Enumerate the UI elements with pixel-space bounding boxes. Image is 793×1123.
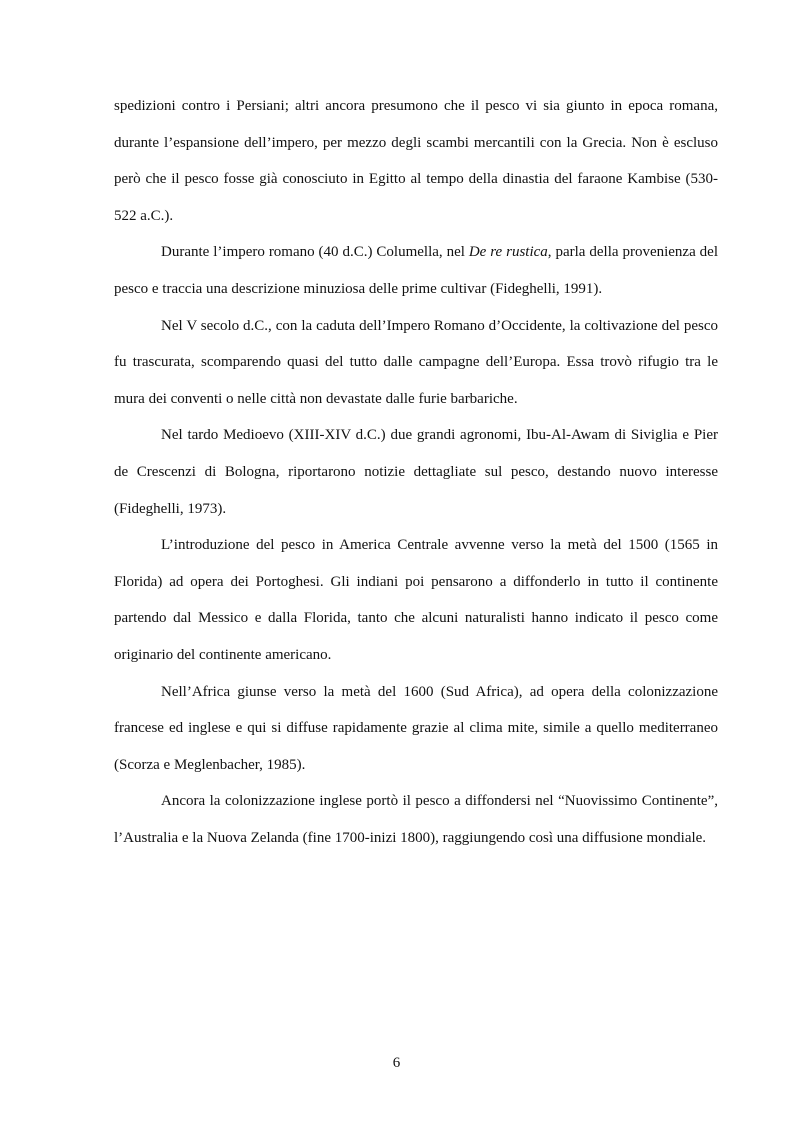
paragraph-america: L’introduzione del pesco in America Centrale avvenne verso la metà del 1500 (1565 in Florida) ad opera dei Portoghesi. Gli indiani poi pensarono a diffonderlo in tutto il continente partendo dal Messico e dalla Florida, tanto che alcuni naturalisti hanno indicato il pesco come originario del continente americano. (114, 537, 718, 663)
book-title-de-re-rustica: De re rustica (468, 244, 548, 261)
paragraph-roman-empire-text-start: Durante l’impero romano (40 d.C.) Columella, nel (161, 244, 469, 261)
body-text (114, 88, 718, 856)
paragraph-egypt-origin: spedizioni contro i Persiani; altri ancora presumono che il pesco vi sia giunto in epoca romana, durante l’espansione dell’impero, per mezzo degli scambi mercantili con la Grecia. Non è escluso però che il pesco fosse già conosciuto in Egitto al tempo della dinastia del faraone Kambise (530-522 a.C.). (114, 98, 718, 224)
paragraph-middle-ages: Nel tardo Medioevo (XIII-XIV d.C.) due grandi agronomi, Ibu-Al-Awam di Siviglia e Pier de Crescenzi di Bologna, riportarono notizie dettagliate sul pesco, destando nuovo interesse (Fideghelli, 1973). (114, 427, 718, 517)
paragraph-africa: Nell’Africa giunse verso la metà del 1600 (Sud Africa), ad opera della colonizzazione francese ed inglese e qui si diffuse rapidamente grazie al clima mite, simile a quello mediterraneo (Scorza e Meglenbacher, 1985). (114, 683, 718, 773)
paragraph-australia: Ancora la colonizzazione inglese portò il pesco a diffondersi nel “Nuovissimo Continente”, l’Australia e la Nuova Zelanda (fine 1700-inizi 1800), raggiungendo così una diffusione mondiale. (114, 793, 718, 846)
paragraph-fifth-century: Nel V secolo d.C., con la caduta dell’Impero Romano d’Occidente, la coltivazione del pesco fu trascurata, scomparendo quasi del tutto dalle campagne dell’Europa. Essa trovò rifugio tra le mura dei conventi o nelle città non devastate dalle furie barbariche. (114, 317, 718, 407)
page-number: 6 (392, 1055, 401, 1071)
paragraph-roman-empire (114, 234, 718, 307)
paragraph-roman-empire-text-end: , parla della provenienza del pesco e traccia una descrizione minuziosa delle prime cultivar (Fideghelli, 1991). (114, 244, 719, 297)
